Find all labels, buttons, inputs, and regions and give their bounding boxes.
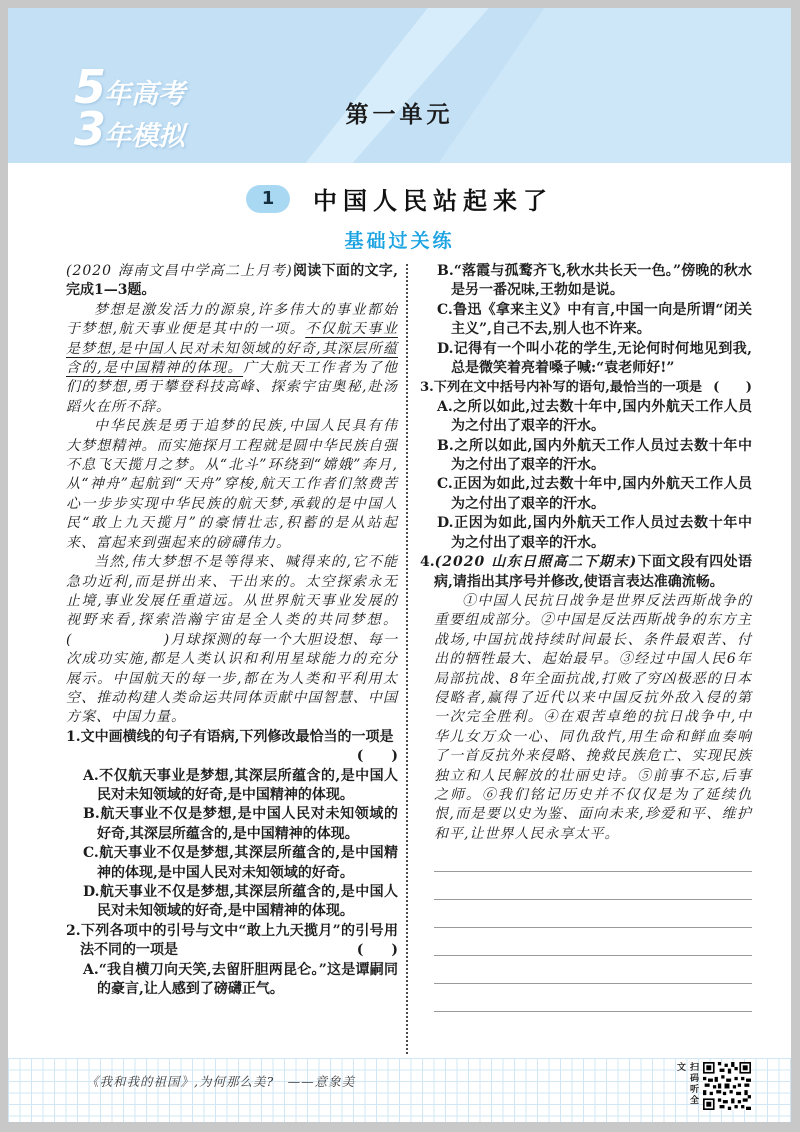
passage-paragraph-2: 中华民族是勇于追梦的民族,中国人民具有伟大梦想精神。而实施探月工程就是圆中华民族自强不息飞天揽月之梦。从“北斗”环绕到“嫦娥”奔月,从“神舟”起航到“天舟”穿梭,航天工作者们煞费苦心一步步实现中华民族的航天梦,承载的是中国人民“敢上九天揽月”的豪情壮志,积蓄的是从站起来、富起来到强起来的磅礴伟力。	[66, 418, 398, 551]
answer-line[interactable]	[434, 900, 752, 928]
option-text: 之所以如此,过去数十年中,国内外航天工作人员为之付出了艰辛的汗水。	[451, 398, 752, 435]
option-text: 记得有一个叫小花的学生,无论何时何地见到我,总是微笑着亮着嗓子喊:“袁老师好!”	[451, 340, 752, 377]
option-text: 之所以如此,国内外航天工作人员过去数十年中为之付出了艰辛的汗水。	[451, 437, 752, 474]
answer-bracket: ( )	[713, 380, 752, 396]
lesson-number-badge: 1	[246, 185, 290, 213]
question-stem: 下面文段有四处语病,请指出其序号并修改,使语言表达准确流畅。	[434, 554, 752, 590]
underlined-sentence: 不仅航天事业是梦想,是中国人民对未知领域的好奇,其深层所蕴含的,是中国精神的体现。	[66, 321, 398, 377]
answer-line[interactable]	[434, 872, 752, 900]
option-text: 不仅航天事业是梦想,其深层所蕴含的,是中国人民对未知领域的好奇,是中国精神的体现。	[97, 767, 398, 803]
question-number: 4.	[420, 554, 435, 571]
option-c	[437, 301, 752, 340]
option-label: A.	[437, 398, 453, 415]
answer-line[interactable]	[434, 956, 752, 984]
question-1	[66, 728, 398, 747]
option-a	[83, 767, 398, 806]
column-divider	[406, 264, 408, 1054]
question-stem: 下列各项中的引号与文中“敢上九天揽月”的引号用法不同的一项是	[80, 922, 398, 959]
header-decoration	[439, 8, 791, 163]
option-text: 航天事业不仅是梦想,其深层所蕴含的,是中国人民对未知领域的好奇,是中国精神的体现。	[97, 884, 398, 920]
option-b	[83, 805, 398, 844]
lesson-title: 中国人民站起来了	[313, 187, 554, 215]
option-text: 正因为如此,国内外航天工作人员过去数十年中为之付出了艰辛的汗水。	[451, 515, 752, 551]
source-tag: (2020 海南文昌中学高二上月考)	[66, 263, 293, 279]
option-c	[83, 844, 398, 883]
page	[8, 8, 791, 1122]
option-b	[437, 437, 752, 476]
source-tag: (2020 山东日照高二下期末)	[434, 554, 638, 571]
option-label: D.	[83, 884, 100, 900]
question-3	[420, 378, 752, 397]
passage-text: 梦想是激发活力的源泉,许多伟大的事业都始于梦想,航天事业便是其中的一项。	[66, 301, 398, 338]
option-d	[437, 514, 752, 553]
question-number: 1.	[66, 728, 81, 745]
option-label: C.	[83, 845, 99, 862]
footer-quote: 《我和我的祖国》,为何那么美? ——意象美	[86, 1074, 356, 1089]
question-4	[420, 553, 752, 592]
option-text: 鲁迅《拿来主义》中有言,中国一向是所谓“闭关主义”,自己不去,别人也不许来。	[451, 301, 752, 338]
logo-number: 5	[74, 60, 105, 114]
option-text: “落霞与孤鹜齐飞,秋水共长天一色。”傍晚的秋水是另一番况味,王勃如是说。	[451, 263, 752, 299]
question-number: 3.	[420, 380, 434, 396]
passage-text: 广大航天工作者为了他们的梦想,勇于攀登科技高峰、探索宇宙奥秘,赴汤蹈火在所不辞。	[66, 360, 399, 415]
page-footer	[8, 1058, 791, 1122]
lesson-title-row	[8, 181, 791, 216]
answer-line[interactable]	[434, 928, 752, 956]
answer-bracket: ( )	[356, 942, 398, 959]
intro-text: 阅读下面的文字,完成1—3题。	[66, 263, 398, 299]
option-label: D.	[437, 515, 454, 532]
unit-title: 第一单元	[345, 102, 454, 128]
section-badge: 基础过关练	[344, 230, 455, 252]
passage-paragraph-3: 当然,伟大梦想不是等得来、喊得来的,它不能急功近利,而是拼出来、干出来的。太空探索永无止境,事业发展任重道远。从世界航天事业发展的视野来看,探索浩瀚宇宙是全人类的共同梦想。( )月球探测的每一个大胆设想、每一次成功实施,都是人类认识和利用星球能力的充分展示。中国航天的每一步,都在为人类和平利用太空、推动构建人类命运共同体贡献中国智慧、中国方案、中国力量。	[66, 554, 398, 726]
right-column	[420, 262, 752, 1012]
option-a	[83, 961, 398, 1000]
option-label: C.	[437, 301, 453, 318]
option-a	[437, 398, 752, 437]
logo-number: 3	[74, 102, 105, 157]
logo-text: 年高考	[104, 79, 186, 110]
option-text: 正因为如此,过去数十年中,国内外航天工作人员为之付出了艰辛的汗水。	[451, 476, 752, 512]
page-header	[8, 8, 791, 163]
option-text: “我自横刀向天笑,去留肝胆两昆仑。”这是谭嗣同的豪言,让人感到了磅礴正气。	[97, 961, 398, 998]
question-4-passage: ①中国人民抗日战争是世界反法西斯战争的重要组成部分。②中国是反法西斯战争的东方主战场,中国抗战持续时间最长、条件最艰苦、付出的牺牲最大、起始最早。③经过中国人民6年局部抗战、8年全面抗战,打败了穷凶极恶的日本侵略者,赢得了近代以来中国反抗外敌入侵的第一次完全胜利。④在艰苦卓绝的抗日战争中,中华儿女万众一心、同仇敌忾,用生命和鲜血奏响了一首反抗外来侵略、挽救民族危亡、实现民族独立和人民解放的壮丽史诗。⑤前事不忘,后事之师。⑥我们铭记历史并不仅仅是为了延续仇恨,而是要以史为鉴、面向未来,珍爱和平、维护和平,让世界人民永享太平。	[434, 592, 752, 842]
answer-line[interactable]	[434, 844, 752, 872]
option-d	[83, 883, 398, 922]
question-stem: 下列在文中括号内补写的语句,最恰当的一项是	[433, 380, 703, 396]
question-stem: 文中画横线的句子有语病,下列修改最恰当的一项是	[80, 728, 394, 745]
option-c	[437, 475, 752, 514]
option-d	[437, 340, 752, 379]
logo-text: 年模拟	[104, 121, 186, 153]
option-label: C.	[437, 476, 453, 493]
option-text: 航天事业不仅是梦想,是中国人民对未知领域的好奇,其深层所蕴含的,是中国精神的体现。	[97, 806, 398, 842]
intro-line	[66, 262, 398, 301]
option-label: D.	[437, 340, 454, 357]
left-column	[66, 262, 398, 999]
qr-label: 扫码听全文	[675, 1062, 698, 1106]
qr-code	[703, 1062, 751, 1110]
answer-bracket: ( )	[356, 748, 398, 765]
option-label: A.	[83, 961, 99, 978]
question-2	[66, 922, 398, 961]
exercise-columns	[8, 262, 791, 1062]
option-label: B.	[437, 263, 454, 279]
option-b	[437, 262, 752, 301]
qr-block	[674, 1062, 751, 1112]
passage-paragraph-1	[66, 301, 398, 417]
option-label: B.	[83, 806, 100, 823]
option-label: A.	[83, 767, 99, 784]
option-text: 航天事业不仅是梦想,其深层所蕴含的,是中国精神的体现,是中国人民对未知领域的好奇。	[97, 845, 398, 881]
answer-line[interactable]	[434, 984, 752, 1012]
question-number: 2.	[66, 922, 81, 939]
option-label: B.	[437, 437, 454, 454]
